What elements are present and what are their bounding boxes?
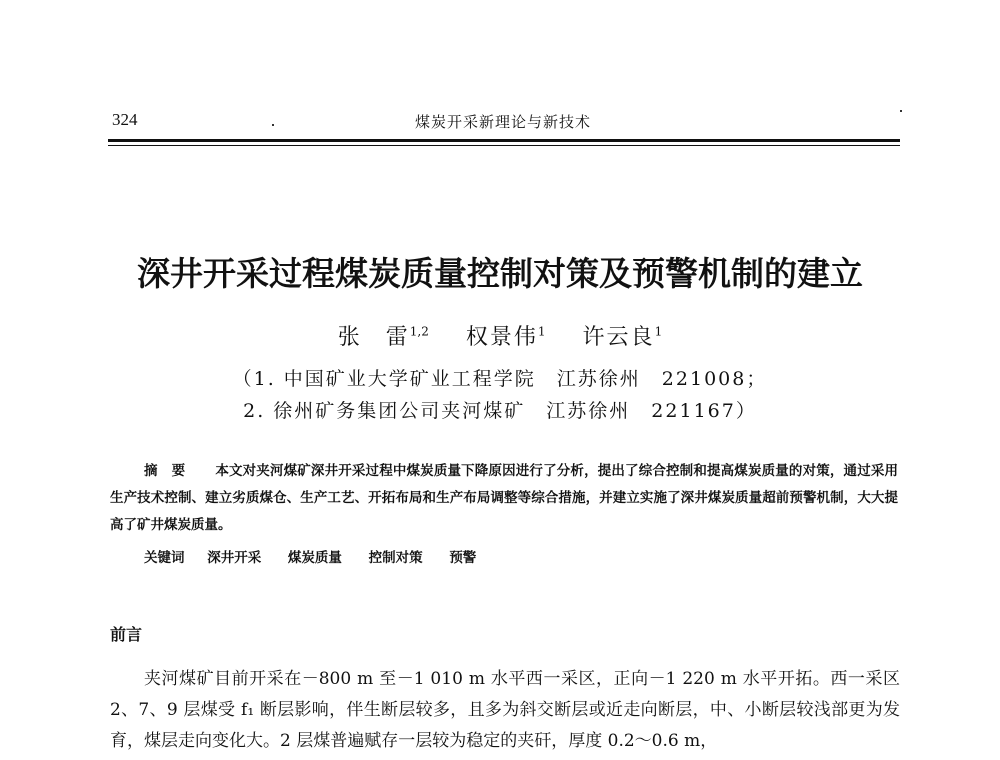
section-heading: 前言: [110, 625, 143, 644]
page-number: 324: [112, 110, 138, 129]
author-affiliation-mark: 1,2: [409, 324, 429, 339]
author-name: 张 雷: [337, 325, 410, 350]
running-title: 煤炭开采新理论与新技术: [414, 113, 591, 131]
scan-speck: [900, 110, 902, 112]
keyword: 预警: [449, 550, 477, 566]
keywords-label: 关键词: [144, 550, 185, 566]
header-rule-thick: [108, 139, 900, 142]
scan-speck: [272, 124, 274, 126]
author: [338, 325, 429, 350]
keywords: [144, 546, 498, 566]
author: [466, 325, 546, 350]
keyword: 控制对策: [368, 550, 423, 566]
author-name: 权景伟: [465, 325, 538, 350]
abstract-text: 本文对夹河煤矿深井开采过程中煤炭质量下降原因进行了分析，提出了综合控制和提高煤炭质量的对策，通过采用生产技术控制、建立劣质煤仓、生产工艺、开拓布局和生产布局调整等综合措施，并建立实施了深井煤炭质量超前预警机制，大大提高了矿井煤炭质量。: [110, 463, 899, 533]
paper-title: 深井开采过程煤炭质量控制对策及预警机制的建立: [137, 254, 863, 293]
author: [583, 325, 663, 350]
author-name: 许云良: [582, 325, 655, 350]
author-affiliation-mark: 1: [654, 324, 663, 339]
header-rule-thin: [108, 145, 900, 146]
body-paragraph: 夹河煤矿目前开采在－800 m 至－1 010 m 水平西一采区，正向－1 220 m 水平开拓。西一采区 2、7、9 层煤受 f₁ 断层影响，伴生断层较多，且多为斜交断层或近走向断层，中、小断层较浅部更为发育，煤层走向变化大。2 层煤普遍赋存一层较为稳定的夹矸，厚度 0.2～0.6 m，: [110, 669, 900, 751]
page-header: [108, 110, 898, 134]
affiliation-line: 2. 徐州矿务集团公司夹河煤矿 江苏徐州 221167）: [243, 400, 757, 422]
keyword: 煤炭质量: [287, 550, 342, 566]
author-affiliation-mark: 1: [537, 324, 546, 339]
abstract-label: 摘要: [144, 463, 200, 479]
abstract: [110, 458, 898, 539]
keyword: 深井开采: [207, 550, 262, 566]
author-list: [0, 320, 1000, 351]
affiliation-line: （1. 中国矿业大学矿业工程学院 江苏徐州 221008；: [232, 368, 768, 390]
